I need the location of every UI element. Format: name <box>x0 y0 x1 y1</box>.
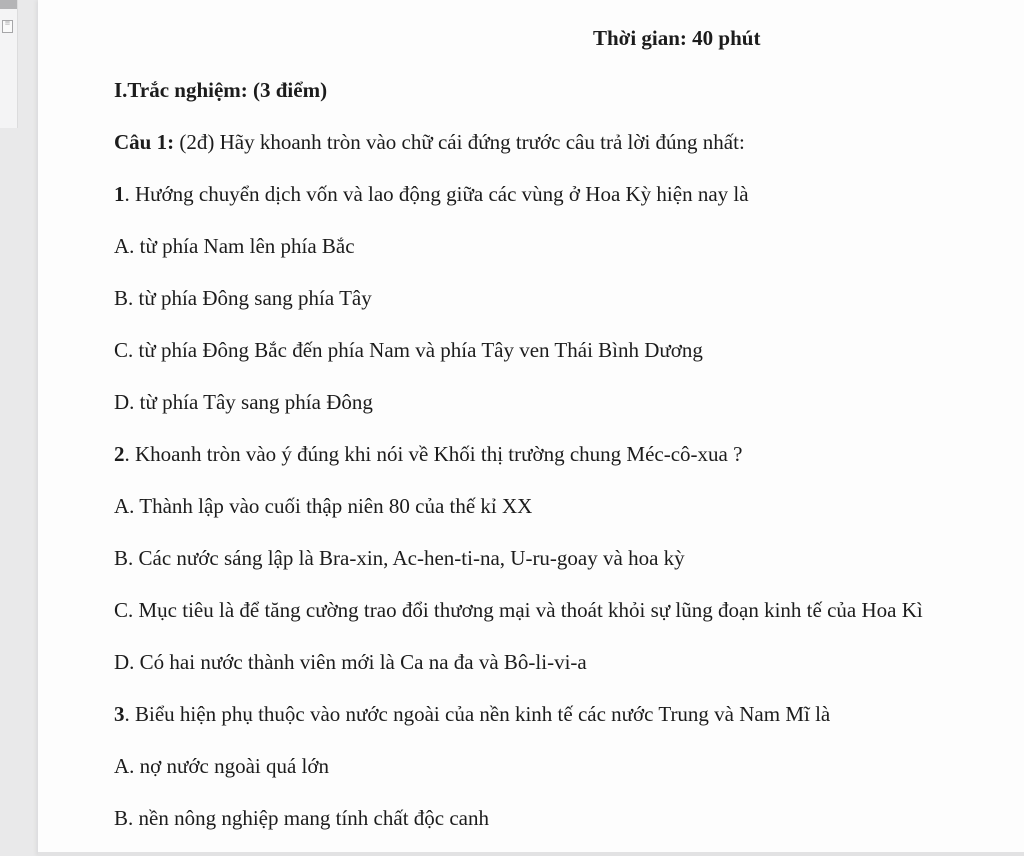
page-bottom-edge <box>38 852 1024 856</box>
question-intro <box>114 128 745 156</box>
question-1-option-c: C. từ phía Đông Bắc đến phía Nam và phía Tây ven Thái Bình Dương <box>114 338 703 362</box>
question-3-option-a: A. nợ nước ngoài quá lớn <box>114 754 329 778</box>
question-2-option-b: B. Các nước sáng lập là Bra-xin, Ac-hen-ti-na, U-ru-goay và hoa kỳ <box>114 546 685 570</box>
thumbnail-sidebar[interactable] <box>0 0 18 128</box>
page-thumbnail-icon[interactable]: ≡ <box>2 20 13 33</box>
question-2-option-a: A. Thành lập vào cuối thập niên 80 của thế kỉ XX <box>114 494 533 518</box>
exam-time: Thời gian: 40 phút <box>593 26 761 50</box>
question-2-text: . Khoanh tròn vào ý đúng khi nói về Khối thị trường chung Méc-cô-xua ? <box>124 442 743 466</box>
question-1-option-b: B. từ phía Đông sang phía Tây <box>114 286 372 310</box>
question-1-option-d: D. từ phía Tây sang phía Đông <box>114 390 373 414</box>
question-1-number: 1 <box>114 182 125 206</box>
sidebar-header <box>0 0 17 9</box>
question-intro-text: (2đ) Hãy khoanh tròn vào chữ cái đứng trước câu trả lời đúng nhất: <box>174 130 745 154</box>
question-1-text: . Hướng chuyển dịch vốn và lao động giữa các vùng ở Hoa Kỳ hiện nay là <box>124 182 749 206</box>
section-heading: I.Trắc nghiệm: (3 điểm) <box>114 78 328 102</box>
question-3 <box>114 700 830 728</box>
question-2-option-d: D. Có hai nước thành viên mới là Ca na đa và Bô-li-vi-a <box>114 650 587 674</box>
question-intro-label: Câu 1: <box>114 130 175 154</box>
question-2-number: 2 <box>114 442 125 466</box>
question-3-text: . Biểu hiện phụ thuộc vào nước ngoài của nền kinh tế các nước Trung và Nam Mĩ là <box>124 702 831 726</box>
question-2 <box>114 440 742 468</box>
question-1 <box>114 180 749 208</box>
question-3-number: 3 <box>114 702 125 726</box>
document-page <box>38 0 1024 856</box>
question-3-option-b: B. nền nông nghiệp mang tính chất độc canh <box>114 806 489 830</box>
question-2-option-c: C. Mục tiêu là để tăng cường trao đổi thương mại và thoát khỏi sự lũng đoạn kinh tế của Hoa Kì <box>114 598 923 622</box>
question-1-option-a: A. từ phía Nam lên phía Bắc <box>114 234 355 258</box>
